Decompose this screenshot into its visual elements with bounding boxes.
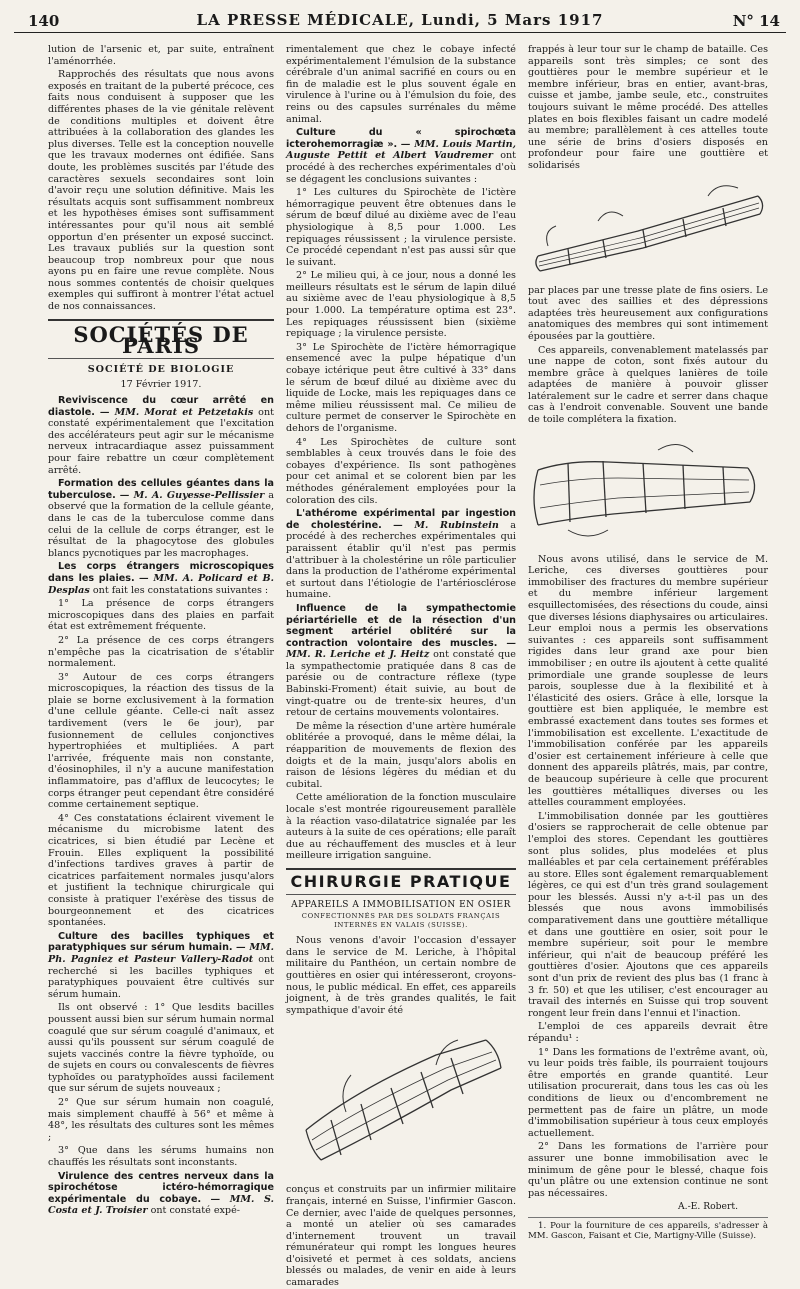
paragraph: L'immobilisation donnée par les gouttières d'osiers se rapprocherait de celle obtenue par l'emploi des stores. Cependant les gouttières sont plus solides, plus modelées et plus malléables et par cela certainement préférables au store. Elles sont également remarquablement légères, ce qui est d'un très grand soulagement pour les blessés. Aussi n'y a-t-il pas un des blessés que nous avons immobilisés comparativement dans une gouttière métallique et dans une gouttière en osier, soit pour le membre supérieur, soit pour le membre inférieur, qui n'ait de beaucoup préféré les gouttières d'osier. Ajoutons que ces appareils sont d'un prix de revient des plus bas (1 franc à 3 fr. 50) et que les utiliser, c'est encourager au travail des internés en Suisse qui trop souvent rongent leur frein dans l'ennui et l'inaction. <box>528 810 768 1019</box>
paragraph: Ces appareils, convenablement matelassés par une nappe de coton, sont fixés autour du membre grâce à quelques lanières de toile adaptées de manière à pouvoir glisser latéralement sur le cadre et serrer dans chaque cas à l'endroit convenable. Souvent une bande de toile complétera la fixation. <box>528 344 768 426</box>
article-title: APPAREILS A IMMOBILISATION EN OSIER <box>291 899 511 910</box>
list-item: 4° Ces constatations éclairent vivement le mécanisme du microbisme latent des cicatrices, si bien étudié par Lecène et Frouin. Elles expliquent la possibilité d'infections tardives graves à partir de cicatrices parfaitement normales jusqu'alors et justifient la technique chirurgicale qui consiste à pratiquer l'exérèse des tissus de bourgeonnement et des cicatrices spontanées. <box>48 812 274 929</box>
divider <box>48 319 274 321</box>
paragraph: frappés à leur tour sur le champ de bataille. Ces appareils sont très simples; ce sont des gouttières pour le membre supérieur et le membre inférieur, bras en entier, avant-bras, cuisse et jambe, jambe seule, etc., construites toujours suivant le même procédé. Des attelles plates en bois flexibles faisant un cadre modelé au membre; parallèlement à ces attelles toute une série de brins d'osiers disposés en profondeur pour faire une gouttière et solidarisés <box>528 44 768 171</box>
divider <box>286 894 516 895</box>
list-item: 3° Que dans les sérums humains non chauffés les résultats sont inconstants. <box>48 1145 274 1169</box>
page-number: 140 <box>28 12 60 30</box>
paragraph: Cette amélioration de la fonction musculaire locale s'est montrée rigoureusement parallèle à la réaction vaso-dilatatrice signalée par les auteurs à la suite de ces opérations; elle paraît due au réchauffement des muscles et à leur meilleure irrigation sanguine. <box>286 792 516 862</box>
society-heading: SOCIÉTÉ DE BIOLOGIE <box>87 363 235 375</box>
paragraph: lution de l'arsenic et, par suite, entraînent l'aménorrhée. <box>48 44 274 67</box>
session-date: 17 Février 1917. <box>120 379 202 391</box>
list-item: 1° La présence de corps étrangers microscopiques dans des plaies en parfait état est extrêmement fréquente. <box>48 598 274 633</box>
entry: Culture du « spirochœta icterohemorragiæ ». — MM. Louis Martin, Auguste Pettit et Albert Vaudremer ont procédé à des recherches expérimentales d'où se dégagent les conclusions suivantes : <box>286 127 516 185</box>
paragraph: rimentalement que chez le cobaye infecté expérimentalement l'émulsion de la substance cérébrale d'un animal sacrifié en cours ou en fin de maladie est le plus souvent égale en virulence à l'urine ou à l'émulsion du foie, des reins ou des capsules surrénales du même animal. <box>286 44 516 125</box>
entry: Reviviscence du cœur arrêté en diastole. — MM. Morat et Petzetakis ont constaté expérimentalement que l'excitation des accélérateurs peut agir sur le mécanisme nerveux intracardiaque assez puissamment pour faire rebattre un cœur complètement arrêté. <box>48 395 274 476</box>
list-item: Ils ont observé : 1° Que lesdits bacilles poussent aussi bien sur sérum humain normal coagulé que sur sérum coagulé d'animaux, et aussi qu'ils poussent sur sérum coagulé de sujets vaccinés contre la fièvre typhoïde, ou de sujets en cours ou convalescents de fièvres typhoïdes ou paratyphoïdes aussi facilement que sur sérum de sujets nouveaux ; <box>48 1002 274 1095</box>
paragraph: L'emploi de ces appareils devrait être répandu¹ : <box>528 1021 768 1044</box>
list-item: 2° Dans les formations de l'arrière pour assurer une bonne immobilisation avec le minimum de gêne pour le blessé, chaque fois qu'un plâtre ou une extension continue ne sont pas nécessaires. <box>528 1141 768 1199</box>
entry: Virulence des centres nerveux dans la spirochétose ictéro-hémorragique expérimentale du cobaye. — MM. S. Costa et J. Troisier ont constaté expé- <box>48 1170 274 1217</box>
list-item: 2° Le milieu qui, à ce jour, nous a donné les meilleurs résultats est le sérum de lapin dilué au sixième avec de l'eau physiologique à 8,5 pour 1.000. La température optima est 23°. Les repiquages réussissent bien (sixième repiquage ; la virulence persiste. <box>286 270 516 340</box>
list-item: 1° Les cultures du Spirochète de l'ictère hémorragique peuvent être obtenues dans le sérum de bœuf dilué au dixième avec de l'eau physiologique à 8,5 pour 1.000. Les repiquages réussissent ; la virulence persiste. Ce procédé cependant n'est pas aussi sûr que le suivant. <box>286 187 516 268</box>
paragraph: par places par une tresse plate de fins osiers. Le tout avec des saillies et des dépressions adaptées très heureusement aux configurations anatomiques des membres qui sont intimement épousées par la gouttière. <box>528 284 768 342</box>
article-subtitle: CONFECTIONNÉS PAR DES SOLDATS FRANÇAIS INTERNÉS EN VALAIS (SUISSE). <box>301 912 501 930</box>
entry: Les corps étrangers microscopiques dans les plaies. — MM. A. Policard et B. Desplas ont fait les constatations suivantes : <box>48 561 274 596</box>
section-title: CHIRURGIE PRATIQUE <box>290 871 512 891</box>
column-2 <box>286 44 516 1289</box>
list-item: 1° Dans les formations de l'extrême avant, où, vu leur poids très faible, ils pourraient toujours être emportés en grande quantité. Leur utilisation procurerait, dans tous les cas où les conditions de lieux ou d'encombrement ne permettent pas de faire un plâtre, un mode d'immobilisation supérieur à tous ceux employés actuellement. <box>528 1046 768 1139</box>
paragraph: Rapprochés des résultats que nous avons exposés en traitant de la puberté précoce, ces faits nous conduisent à supposer que les différentes phases de la vie génitale relèvent de conditions multiples et doivent être attribuées à la collaboration des glandes les plus diverses. Telle est la conception nouvelle que les travaux modernes ont édifiée. Sans doute, les problèmes suscités par l'étude des caractères sexuels secondaires sont loin d'avoir reçu une solution définitive. Mais les résultats acquis sont suffisamment nombreux et les hypothèses émises sont suffisamment intéressantes pour qu'il nous ait semblé opportun d'en présenter un exposé succinct. Les travaux publiés sur la question sont beaucoup trop nombreux pour que nous ayons pu en faire une revue complète. Nous nous sommes contentés de choisir quelques exemples qui suffiront à montrer l'état actuel de nos connaissances. <box>48 69 274 313</box>
leg-splint-illustration <box>528 430 768 550</box>
paragraph: Nous venons d'avoir l'occasion d'essayer dans le service de M. Leriche, à l'hôpital militaire du Panthéon, un certain nombre de gouttières en osier qui intéresseront, croyons-nous, le public médical. En effet, ces appareils joignent, à de très grandes qualités, le fait sympathique d'avoir été <box>286 935 516 1016</box>
list-item: 2° Que sur sérum humain non coagulé, mais simplement chauffé à 56° et même à 48°, les résultats des cultures sont les mêmes ; <box>48 1097 274 1143</box>
list-item: 3° Autour de ces corps étrangers microscopiques, la réaction des tissus de la plaie se borne exclusivement à la formation d'une cellule géante. Celle-ci naît assez tardivement (vers le 6e jour), par fusionnement de cellules conjonctives hypertrophiées et multipliées. A part l'arrivée, fréquente mais non constante, d'éosinophiles, il n'y a aucune manifestation inflammatoire, pas d'afflux de leucocytes; le corps étranger peut cependant être considéré comme certainement septique. <box>48 671 274 811</box>
column-1 <box>48 44 274 1217</box>
list-item: 4° Les Spirochètes de culture sont semblables à ceux trouvés dans le foie des cobayes d'expérience. Ils sont pathogènes pour cet animal et se colorent bien par les méthodes généralement employées pour la coloration des cils. <box>286 436 516 506</box>
issue-number: N° 14 <box>732 12 780 30</box>
paragraph: Nous avons utilisé, dans le service de M. Leriche, ces diverses gouttières pour immobiliser des fractures du membre supérieur et du membre inférieur largement esquillectomisées, des résections du coude, ainsi que diverses lésions diaphysaires ou articulaires. Leur emploi nous a permis les observations suivantes : ces appareils sont suffisamment rigides dans leur grand axe pour bien immobiliser ; en outre ils ajoutent à cette qualité primordiale une grande souplesse de leurs parois, souplesse due à la flexibilité et à l'élasticité des osiers. Grâce à elle, lorsque la gouttière est bien appliquée, le membre est embrassé exactement dans toutes ses formes et l'immobilisation est excellente. L'exactitude de l'immobilisation conférée par les appareils d'osier est certainement inférieure à celle que donnent des appareils plâtrés, mais, par contre, de beaucoup supérieure à celle que procurent les gouttières métalliques diverses ou les attelles couramment employées. <box>528 553 768 809</box>
section-title: SOCIÉTÉS DE PARIS <box>73 321 249 359</box>
entry: Influence de la sympathectomie périartérielle et de la résection d'un segment artériel oblitéré sur la contraction volontaire des muscles. — MM. R. Leriche et J. Heitz ont constaté que la sympathectomie pratiquée dans 8 cas de parésie ou de contracture réflexe (type Babinski-Froment) était suivie, au bout de vingt-quatre ou de trente-six heures, d'un retour de certains mouvements volontaires. <box>286 602 516 719</box>
paragraph: De même la résection d'une artère humérale oblitérée a provoqué, dans le même délai, la réapparition de mouvements de flexion des doigts et de la main, jusqu'alors abolis en raison de lésions légères du médian et du cubital. <box>286 720 516 790</box>
entry: Formation des cellules géantes dans la tuberculose. — M. A. Guyesse-Pellissier a observé que la formation de la cellule géante, dans le cas de la tuberculose comme dans celui de la cellule de corps étranger, est le résultat de la phagocytose des globules blancs pycnotiques par les macrophages. <box>48 478 274 559</box>
page-header <box>14 4 786 33</box>
list-item: 2° La présence de ces corps étrangers n'empêche pas la cicatrisation de s'établir normalement. <box>48 634 274 670</box>
forearm-splint-illustration <box>286 1020 516 1180</box>
column-3 <box>528 44 768 1242</box>
arm-splint-illustration <box>528 176 768 281</box>
entry: L'athérome expérimental par ingestion de cholestérine. — M. Rubinstein a procédé à des recherches expérimentales qui paraissent établir qu'il n'est pas permis d'attribuer à la cholestérine un rôle particulier dans la production de l'athérome expérimental et surtout dans l'étiologie de l'artériosclérose humaine. <box>286 508 516 601</box>
list-item: 3° Le Spirochète de l'ictère hémorragique ensemencé avec la pulpe hépatique d'un cobaye ictérique peut être cultivé à 33° dans le sérum de bœuf dilué au dixième avec du liquide de Locke, mais les repiquages dans ce même milieu réussissent mal. Ce milieu de culture permet de conserver le Spirochète en dehors de l'organisme. <box>286 341 516 434</box>
divider <box>286 868 516 870</box>
footnote: 1. Pour la fourniture de ces appareils, s'adresser à MM. Gascon, Faisant et Cie, Martigny-Ville (Suisse). <box>528 1217 768 1242</box>
journal-title: LA PRESSE MÉDICALE, Lundi, 5 Mars 1917 <box>196 11 604 29</box>
paragraph: conçus et construits par un infirmier militaire français, interné en Suisse, l'infirmier Gascon. Ce dernier, avec l'aide de quelques personnes, a monté un atelier où ses camarades d'internement trouvent un travail rémunérateur qui rompt les longues heures d'oisiveté et permet à ces soldats, anciens blessés ou malades, de venir en aide à leurs camarades <box>286 1184 516 1289</box>
entry: Culture des bacilles typhiques et paratyphiques sur sérum humain. — MM. Ph. Pagniez et Pasteur Vallery-Radot ont recherché si les bacilles typhiques et paratyphiques pouvaient être cultivés sur sérum humain. <box>48 930 274 1000</box>
author-signature: A.-E. Robert. <box>678 1201 738 1213</box>
